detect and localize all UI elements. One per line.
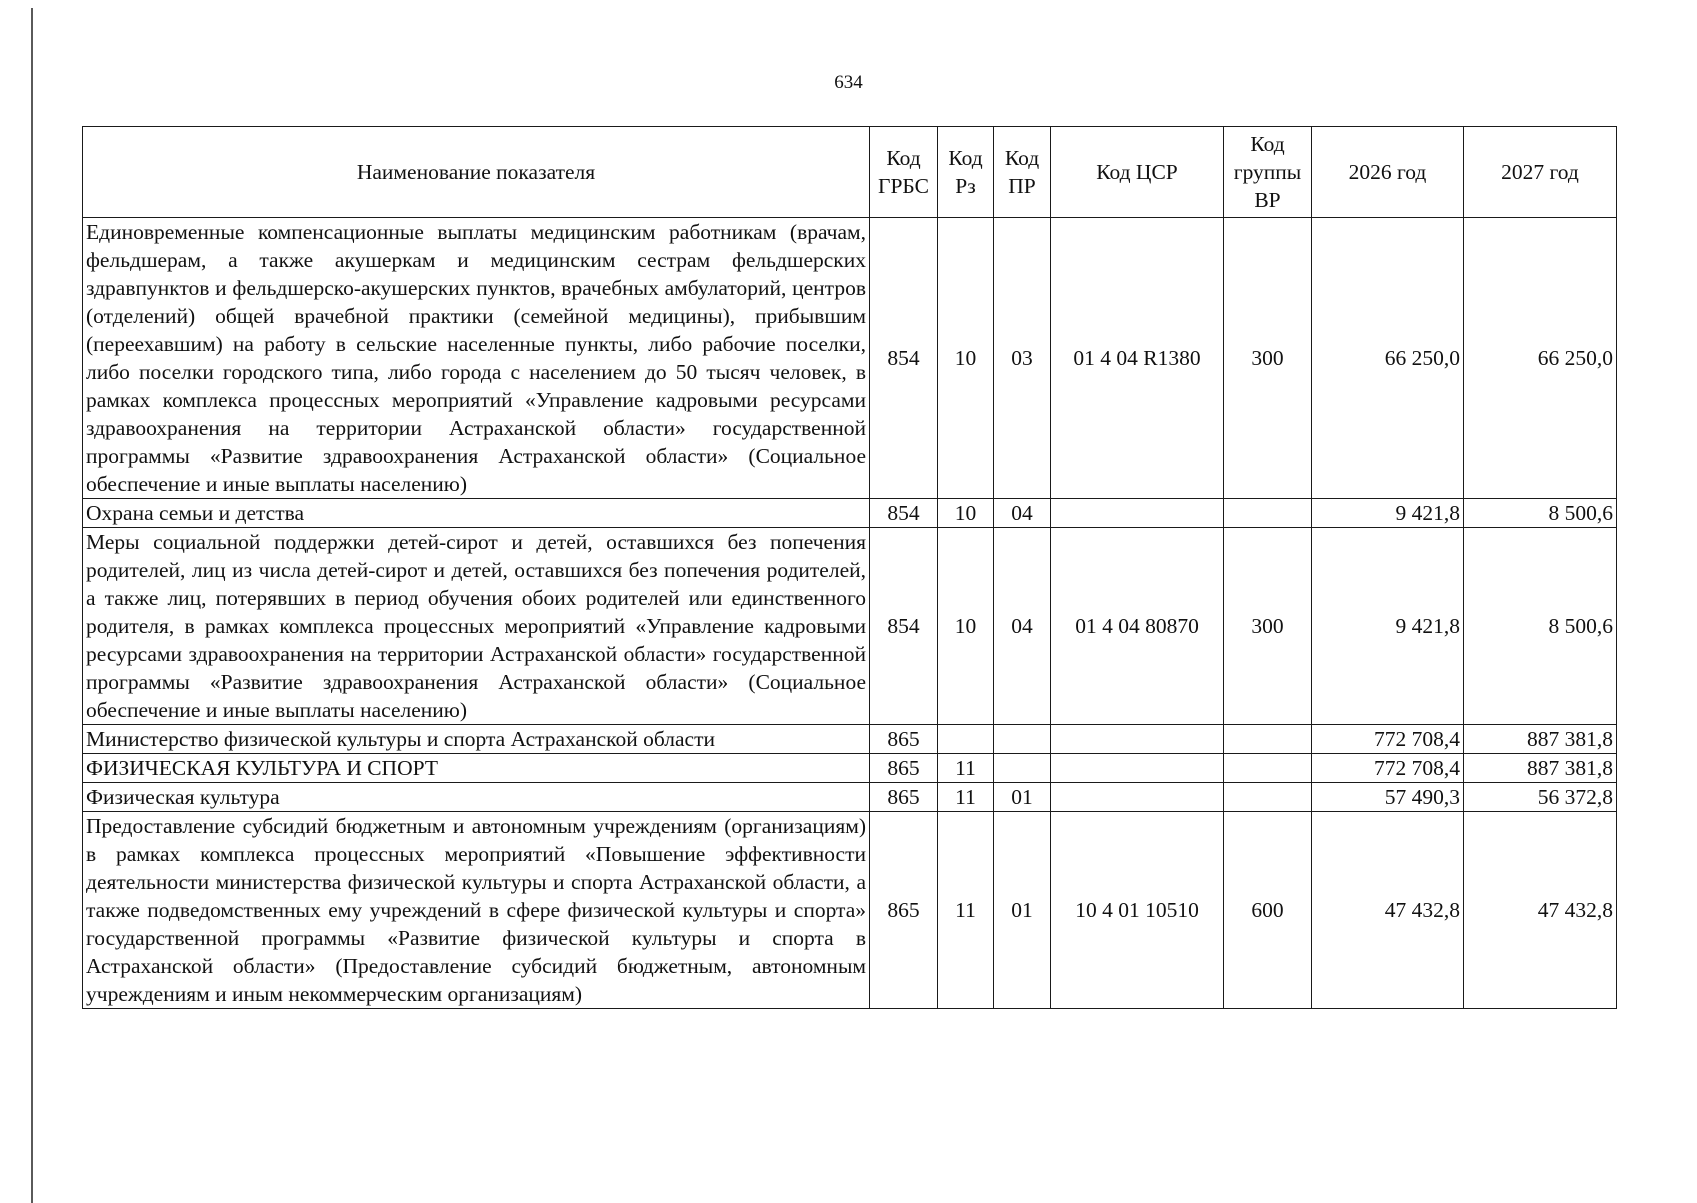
header-grbs: Код ГРБС xyxy=(870,127,938,218)
row-name: Единовременные компенсационные выплаты медицинским работникам (врачам, фельдшерам, а также акушеркам и медицинским сестрам фельдшерских здравпунктов и фельдшерско-акушерских пунктов, врачебных амбулаторий, центров (отделений) общей врачебной практики (семейной медицины), прибывшим (переехавшим) на работу в сельские населенные пункты, либо рабочие поселки, либо поселки городского типа, либо города с населением до 50 тысяч человек, в рамках комплекса процессных мероприятий «Управление кадровыми ресурсами здравоохранения на территории Астраханской области» государственной программы «Развитие здравоохранения Астраханской области» (Социальное обеспечение и иные выплаты населению) xyxy=(83,218,870,499)
header-vr: Код группы ВР xyxy=(1224,127,1312,218)
budget-table xyxy=(82,126,1617,1009)
row-2027: 887 381,8 xyxy=(1464,725,1617,754)
row-2026: 9 421,8 xyxy=(1312,499,1464,528)
row-csr xyxy=(1051,499,1224,528)
table-row xyxy=(83,725,1617,754)
row-name: Физическая культура xyxy=(83,783,870,812)
row-pr xyxy=(994,754,1051,783)
row-rz: 10 xyxy=(938,499,994,528)
row-grbs: 854 xyxy=(870,528,938,725)
row-2026: 772 708,4 xyxy=(1312,754,1464,783)
row-vr xyxy=(1224,499,1312,528)
header-2027: 2027 год xyxy=(1464,127,1617,218)
row-grbs: 854 xyxy=(870,499,938,528)
row-pr xyxy=(994,725,1051,754)
table-row xyxy=(83,528,1617,725)
row-2027: 56 372,8 xyxy=(1464,783,1617,812)
row-2027: 887 381,8 xyxy=(1464,754,1617,783)
row-csr: 10 4 01 10510 xyxy=(1051,812,1224,1009)
row-vr: 300 xyxy=(1224,218,1312,499)
row-grbs: 865 xyxy=(870,725,938,754)
table-header-row xyxy=(83,127,1617,218)
row-grbs: 865 xyxy=(870,754,938,783)
header-name: Наименование показателя xyxy=(83,127,870,218)
row-vr xyxy=(1224,754,1312,783)
row-name: Предоставление субсидий бюджетным и автономным учреждениям (организациям) в рамках комплекса процессных мероприятий «Повышение эффективности деятельности министерства физической культуры и спорта Астраханской области, а также подведомственных ему учреждений в сфере физической культуры и спорта» государственной программы «Развитие физической культуры и спорта в Астраханской области» (Предоставление субсидий бюджетным, автономным учреждениям и иным некоммерческим организациям) xyxy=(83,812,870,1009)
table-row xyxy=(83,812,1617,1009)
row-rz xyxy=(938,725,994,754)
table-row xyxy=(83,754,1617,783)
table-row xyxy=(83,783,1617,812)
row-vr: 300 xyxy=(1224,528,1312,725)
row-2027: 47 432,8 xyxy=(1464,812,1617,1009)
row-csr xyxy=(1051,783,1224,812)
row-name: Министерство физической культуры и спорта Астраханской области xyxy=(83,725,870,754)
row-csr xyxy=(1051,725,1224,754)
margin-line xyxy=(31,8,33,1203)
row-2026: 47 432,8 xyxy=(1312,812,1464,1009)
row-name: ФИЗИЧЕСКАЯ КУЛЬТУРА И СПОРТ xyxy=(83,754,870,783)
row-csr: 01 4 04 80870 xyxy=(1051,528,1224,725)
row-rz: 10 xyxy=(938,528,994,725)
row-vr: 600 xyxy=(1224,812,1312,1009)
row-2026: 57 490,3 xyxy=(1312,783,1464,812)
row-2026: 772 708,4 xyxy=(1312,725,1464,754)
row-rz: 10 xyxy=(938,218,994,499)
header-rz: Код Рз xyxy=(938,127,994,218)
header-csr: Код ЦСР xyxy=(1051,127,1224,218)
row-grbs: 854 xyxy=(870,218,938,499)
row-pr: 04 xyxy=(994,528,1051,725)
row-pr: 04 xyxy=(994,499,1051,528)
row-name: Охрана семьи и детства xyxy=(83,499,870,528)
row-rz: 11 xyxy=(938,783,994,812)
row-2026: 9 421,8 xyxy=(1312,528,1464,725)
row-2027: 8 500,6 xyxy=(1464,528,1617,725)
row-csr: 01 4 04 R1380 xyxy=(1051,218,1224,499)
row-2026: 66 250,0 xyxy=(1312,218,1464,499)
row-2027: 8 500,6 xyxy=(1464,499,1617,528)
row-name: Меры социальной поддержки детей-сирот и детей, оставшихся без попечения родителей, лиц из числа детей-сирот и детей, оставшихся без попечения родителей, а также лиц, потерявших в период обучения обоих родителей или единственного родителя, в рамках комплекса процессных мероприятий «Управление кадровыми ресурсами здравоохранения на территории Астраханской области» государственной программы «Развитие здравоохранения Астраханской области» (Социальное обеспечение и иные выплаты населению) xyxy=(83,528,870,725)
row-rz: 11 xyxy=(938,754,994,783)
row-pr: 01 xyxy=(994,783,1051,812)
row-grbs: 865 xyxy=(870,783,938,812)
table-row xyxy=(83,499,1617,528)
row-vr xyxy=(1224,783,1312,812)
row-vr xyxy=(1224,725,1312,754)
header-2026: 2026 год xyxy=(1312,127,1464,218)
row-2027: 66 250,0 xyxy=(1464,218,1617,499)
row-rz: 11 xyxy=(938,812,994,1009)
page-number: 634 xyxy=(834,72,863,93)
row-pr: 03 xyxy=(994,218,1051,499)
header-pr: Код ПР xyxy=(994,127,1051,218)
row-csr xyxy=(1051,754,1224,783)
table-row xyxy=(83,218,1617,499)
row-pr: 01 xyxy=(994,812,1051,1009)
row-grbs: 865 xyxy=(870,812,938,1009)
